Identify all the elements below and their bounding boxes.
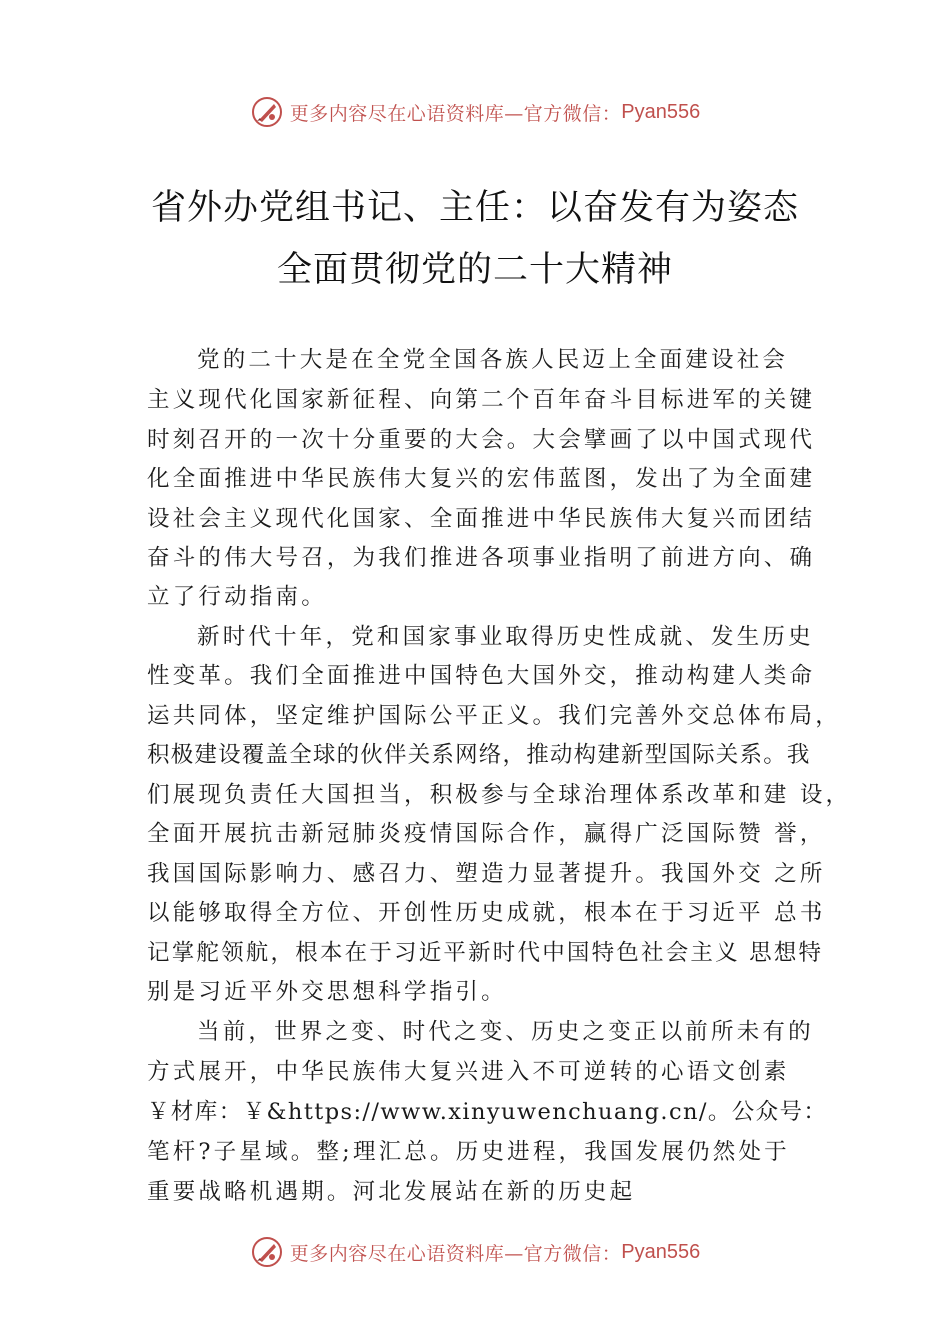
header-banner [0,92,950,132]
paragraph-1-line: 主义现代化国家新征程、向第二个百年奋斗目标进军的关键 [147,387,816,413]
paragraph-3-line: ￥材库：￥&https://www.xinyuwenchuang.cn/。公众号： [147,1099,828,1125]
paragraph-1-line: 化全面推进中华民族伟大复兴的宏伟蓝图，发出了为全面建 [147,466,816,492]
quill-logo-icon [250,95,284,129]
paragraph-2-line: 运共同体，坚定维护国际公平正义。我们完善外交总体布局， [147,703,841,729]
banner-wechat-id: Pyan556 [621,1240,701,1263]
paragraph-1-line: 奋斗的伟大号召，为我们推进各项事业指明了前进方向、确 [147,545,816,571]
paragraph-1-line: 立了行动指南。 [147,584,327,610]
paragraph-1-line: 党的二十大是在全党全国各族人民迈上全面建设社会 [197,347,789,373]
paragraph-1-line: 设社会主义现代化国家、全面推进中华民族伟大复兴而团结 [147,506,816,532]
paragraph-3-line: 当前，世界之变、时代之变、历史之变正以前所未有的 [197,1019,814,1045]
paragraph-2-line: 我国国际影响力、感召力、塑造力显著提升。我国外交 之所 [147,861,826,887]
paragraph-2-line: 别是习近平外交思想科学指引。 [147,979,507,1005]
banner-text: 更多内容尽在心语资料库—官方微信： [289,102,622,125]
paragraph-3-line: 重要战略机遇期。河北发展站在新的历史起 [147,1179,636,1205]
banner-text: 更多内容尽在心语资料库—官方微信： [289,1242,622,1265]
paragraph-2-line: 新时代十年，党和国家事业取得历史性成就、发生历史 [197,624,814,650]
quill-logo-icon [250,1235,284,1269]
paragraph-2-line: 积极建设覆盖全球的伙伴关系网络，推动构建新型国际关系。我 [147,742,811,768]
paragraph-3-line: 笔杆?子星域。整;理汇总。历史进程，我国发展仍然处于 [147,1139,790,1165]
paragraph-3-line: 方式展开，中华民族伟大复兴进入不可逆转的心语文创素 [147,1059,790,1085]
paragraph-2-line: 记掌舵领航，根本在于习近平新时代中国特色社会主义 思想特 [147,940,824,966]
page-title-line-2: 全面贯彻党的二十大精神 [276,250,673,290]
paragraph-2-line: 以能够取得全方位、开创性历史成就，根本在于习近平 总书 [147,900,826,926]
paragraph-2-line: 们展现负责任大国担当，积极参与全球治理体系改革和建 设， [147,782,852,808]
paragraph-1-line: 时刻召开的一次十分重要的大会。大会擘画了以中国式现代 [147,427,816,453]
footer-banner [0,1232,950,1272]
paragraph-2-line: 全面开展抗击新冠肺炎疫情国际合作，赢得广泛国际赞 誉， [147,821,826,847]
page-title-line-1: 省外办党组书记、主任：以奋发有为姿态 [150,188,799,228]
paragraph-2-line: 性变革。我们全面推进中国特色大国外交，推动构建人类命 [147,663,816,689]
banner-wechat-id: Pyan556 [621,100,701,123]
